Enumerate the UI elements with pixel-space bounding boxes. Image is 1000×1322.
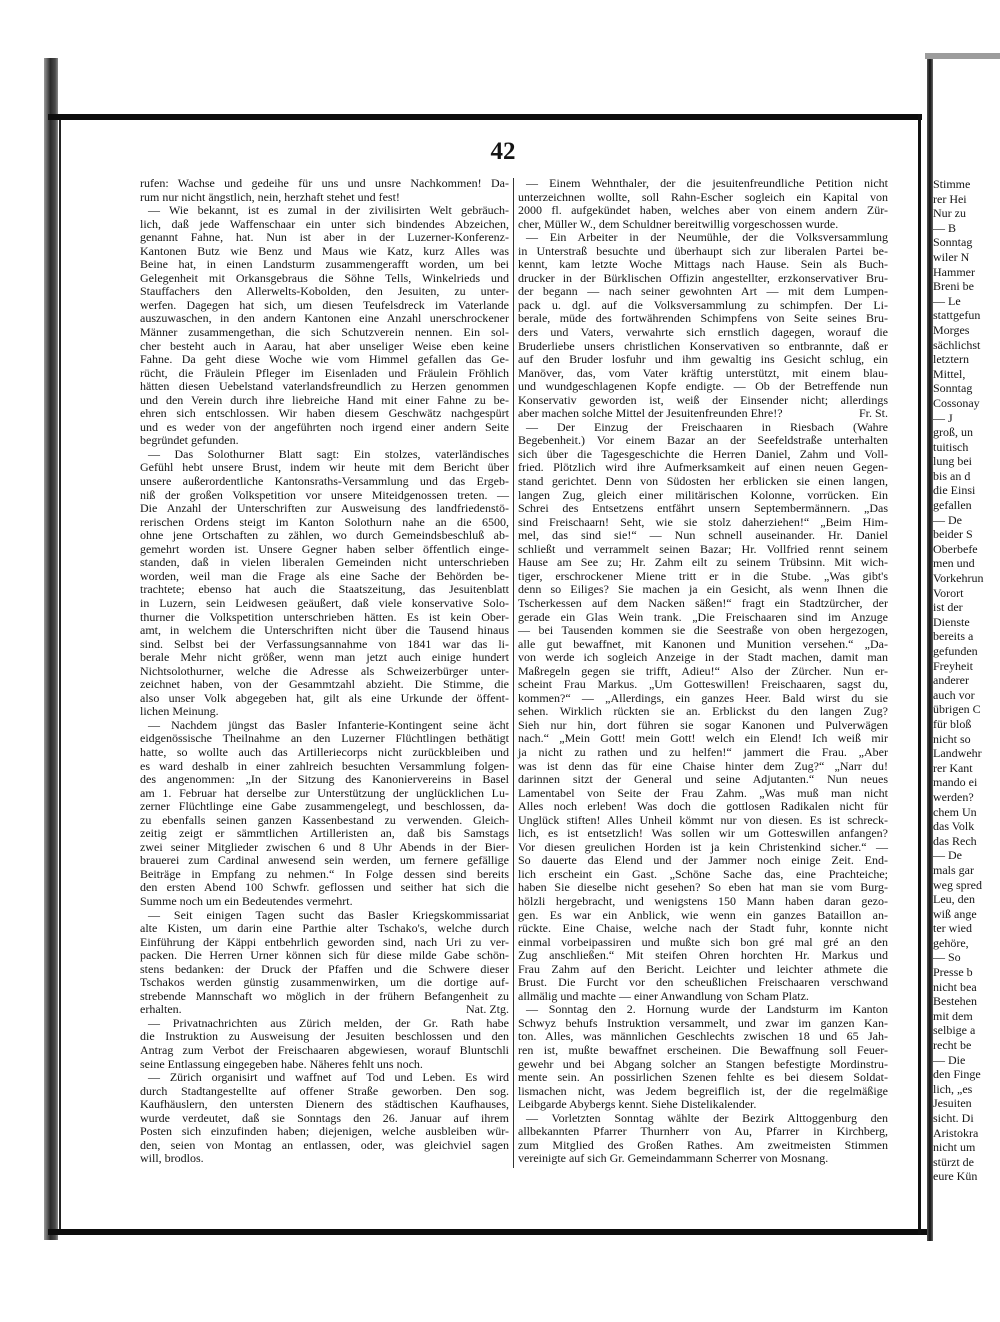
text-line: von werde ich sogleich Anzeige in der Stadt machen, damit man [518,650,888,665]
text-line: Stauffachers den Allerwelts-Kobolden, den Jesuiten, zu unter- [140,284,509,299]
text-line-content: erhalten. [140,1002,182,1017]
adjacent-page-line: weg spred [933,877,982,892]
adjacent-page-line: — B [933,220,957,235]
text-line: ja nicht zu rathen und zu helfen!“ jammert die Frau. „Aber [518,744,888,759]
text-line: rerischen Ordens steigt im Kanton Solothurn nahe an die 6500, [140,514,509,529]
adjacent-page-line: Aristokra [933,1125,979,1140]
text-line: zeitig zeigt er sämmtlichen Artilleristen an, daß bis Samstags [140,826,509,841]
text-line: zerner Flüchtlinge eine Gabe zusammengelegt, und beschlossen, da- [140,799,509,814]
adjacent-page-line: bereits a [933,629,974,644]
adjacent-page-line: tuitisch [933,439,969,454]
adjacent-page-line: Dienste [933,614,970,629]
scan-border-top [48,114,922,120]
text-line: werfen. Dagegen hat sich, um diesen Teufelsdreck im Vaterlande [140,297,509,312]
adjacent-page-line: Bestehen [933,994,977,1009]
source-signature: Fr. St. [858,406,888,421]
adjacent-page-line: — So [933,950,961,965]
text-line: — Sonntag den 2. Hornung wurde der Landsturm im Kanton [526,1002,888,1017]
text-line: sich über die Tagesgeschichte die Herren Daniel, Zahm und Voll- [518,446,888,461]
text-line: und den Verein durch ihre liebreiche Hand mit einer Fahne zu be- [140,392,509,407]
adjacent-page-line: gehöre, [933,935,969,950]
text-line: am 1. Februar hat derselbe zur Unterstützung der unglücklichen Lu- [140,785,509,800]
text-line: in Unterstraß besuchte und überhaupt sich zur liberalen Partei be- [518,243,888,258]
scan-border-right [918,114,921,1234]
article-paragraph [518,1112,888,1166]
text-line: gemehrt worden ist. Unsere Gegner haben selber öffentlich einge- [140,541,509,556]
adjacent-page-line: Sonntag [933,381,973,396]
adjacent-page-line: übrigen C [933,702,981,717]
text-line: hatte, so wollte auch das Artilleriecorps nicht zurückbleiben und [140,744,509,759]
text-line: So dauerte das Elend und der Jammer noch einige Zeit. End- [518,853,888,868]
text-line: also unser Volk abgegeben hat, gilt als eine Urkunde der öffent- [140,690,509,705]
text-line: auf den Bruder losfuhr und ihm gewaltig ins Gesicht schlug, ein [518,352,888,367]
text-line: zwei seiner Mitglieder zwischen 6 und 8 Uhr Abends in der Bier- [140,839,509,854]
article-paragraph [140,909,509,1017]
adjacent-page-top-edge [925,53,1000,59]
adjacent-page-line: — De [933,512,962,527]
text-line: langen Zug, gleich einer militärischen Kolonne, vorrücken. Ein [518,487,888,502]
text-line: packen. Die Herren Urner können sich für diese milde Gabe schön- [140,948,509,963]
adjacent-page-line: ist der [933,600,963,615]
text-line: drucker in der Bürklischen Offizin angestellter, erzkonservativer Bru- [518,270,888,285]
adjacent-page-line: Cossonay [933,395,980,410]
adjacent-page-line: bis an d [933,468,971,483]
text-line: berale, müde des fortwährenden Schimpfens von Seite seines Bru- [518,311,888,326]
text-line: rum nur nicht ängstlich, nein, herzhaft stehet und fest! [140,189,400,204]
adjacent-page-line: — J [933,410,953,425]
text-line: ohne jene Ortschaften zu zählen, wo durch Gemeindsbeschluß ab- [140,528,509,543]
text-line: strebende Mannschaft wo möglich in der frühern Befangenheit zu [140,988,509,1003]
text-line: sehen. Wirklich rückten sie an. Erblickst du den langen Zug? [518,704,888,719]
adjacent-page-line: gefallen [933,498,972,513]
adjacent-page-line: stattgefun [933,308,981,323]
text-line: Nichtsolothurner, welche die Adresse als Schweizerbürger unter- [140,663,509,678]
text-line: Brust. Die Furcht vor den scheußlichen Freischaaren verschwand [518,975,888,990]
adjacent-page-line: men und [933,556,975,571]
adjacent-page-line: Mittel, [933,366,966,381]
article-paragraph [140,448,509,719]
text-line: will, brodlos. [140,1151,204,1166]
adjacent-page-line: mals gar [933,862,974,877]
text-line: schließt und verrammelt seinen Bazar; Hr. Vollfried rennt seinem [518,541,888,556]
text-line: tiger, erschrockener Miene tritt er in die Stube. „Was gibt's [518,568,888,583]
adjacent-page-line: Hammer [933,264,975,279]
text-line: einmal vorbeipassiren und mußte sich bon gré mal gré an den [518,934,888,949]
article-paragraph [518,421,888,1004]
adjacent-page-line: Leu, den [933,892,975,907]
text-line: trachtete; ebenso hat auch die Staatszeitung, das Jesuitenblatt [140,582,509,597]
text-line: zeichnet haben, von der Gesammtzahl abzieht. Die Stimme, die [140,677,509,692]
text-line: lich, es ist entsetzlich! Was sollen wir um Gotteswillen anfangen? [518,826,888,841]
text-line: Kaufhäuslern, den untersten Dienern des städtischen Kaufhauses, [140,1097,509,1112]
text-line: Hause am See zu; Hr. Zahm eilt zu seinem Trübsinn. Mit wich- [518,555,888,570]
adjacent-page-line: beider S [933,527,973,542]
adjacent-page-line: Vorkehrun [933,571,984,586]
text-line: Schrei des Entsetzens entfährt unsern Septembermännern. „Das [518,501,888,516]
text-line: kennt, kam letzte Woche Mittags nach Hause. Sein als Buch- [518,257,888,272]
adjacent-page-line: rer Hei [933,191,967,206]
text-line-content: aber machen solche Mittel der Jesuitenfreunden Ehre!? [518,406,783,421]
text-line: Antrag zum Verbot der Freischaaren abgewiesen, worauf Bluntschli [140,1043,509,1057]
text-line: Tscherkessen auf dem Nacken säßen!“ fragt ein Stadtzürcher, der [518,595,888,610]
adjacent-page-line: stürzt de [933,1154,974,1169]
adjacent-page-line: selbige a [933,1023,976,1038]
text-line: nach.“ „Mein Gott! mein Gott! welch ein Elend! Ich weiß mir [518,731,888,746]
text-line: begründet gefunden. [140,433,239,448]
adjacent-page-line: das Rech [933,833,977,848]
text-line: Unglück stiften! Alles Unheil kömmt nur von diesen. Es ist schreck- [518,812,888,827]
text-line: brauerei zum Cardinal anwesend sein werden, um fernere gefällige [140,853,509,868]
text-line: ehren sich entschlossen. Wir haben diesem Geschwätz nachgespürt [140,406,509,421]
text-line: berale Mehr nicht größer, wenn man jetzt auch einige hundert [140,650,509,665]
text-line: darinnen sitzt der General und seine Adjutanten.“ Nun neues [518,772,888,787]
article-paragraph [518,1003,888,1111]
text-line: zu ebenfalls seinen ganzen Kassenbestand zu verwenden. Gleich- [140,812,509,827]
adjacent-page-line: werden? [933,789,974,804]
text-line: Beiträge in Empfang zu nehmen.“ In Folge dessen sind bereits [140,866,509,881]
text-line: gewehr und bei Abgang solcher an Stangen befestigte Mordinstru- [518,1056,888,1071]
adjacent-page-line: Vorort [933,585,964,600]
adjacent-page-line: Oberbefe [933,541,978,556]
text-line: gerade ein Glas Wein trank. „Die Freischaaren sind im Anzuge [518,609,888,624]
text-line: Gelegenheit mit Orkansgebraus die Söhne Tells, Winkelrieds und [140,270,509,285]
text-line: lich, daß jede Waffenschaar ein unter sich bindendes Abzeichen, [140,216,509,231]
adjacent-page-line: Breni be [933,279,974,294]
text-line: zum Mitglied des Großen Rathes. Am zweitmeisten Stimmen [518,1137,888,1152]
text-line: — Ein Arbeiter in der Neumühle, der die Volksversammlung [526,230,888,245]
text-line: gen. Es war ein Anblick, wie wenn ein ganzes Bataillon an- [518,907,888,922]
text-line: ren ist, mußte bewaffnet erscheinen. Die Bewaffnung soll Feuer- [518,1043,888,1057]
text-line: die Instruktion zu Ausweisung der Jesuiten beschlossen und den [140,1029,509,1044]
text-line: pack u. dgl. auf die Volksversammlung zu schimpfen. Der Li- [518,297,888,312]
source-signature: Nat. Ztg. [466,1002,509,1017]
text-line: — Privatnachrichten aus Zürich melden, der Gr. Rath habe [148,1015,509,1030]
text-line: Frau Zahm auf den Bericht. Leichter und leichter athmete die [518,961,888,976]
text-line: Einführung der Käppi entbehrlich geworden sind, nach Uri zu ver- [140,934,509,949]
text-line: Bruderliebe unsers christlichen Konservativen so entbrannte, daß er [518,338,888,353]
adjacent-page-line: chem Un [933,804,977,819]
text-line: unsere außerordentliche Kantonsraths-Versammlung und das Ergeb- [140,474,509,489]
text-line [140,1003,509,1017]
text-line: den, seien von Montag an entlassen, oder, was gleichviel sagen [140,1137,509,1152]
text-line: lismachen nicht, was Jedem begreiflich ist, der die regelmäßige [518,1083,888,1098]
text-line: Männer zusammengethan, die sich Schutzverein nennen. Ein sol- [140,325,509,340]
text-line: lich erscheint ein Gast. „Schöne Sache das, eine Prachteiche; [518,866,888,881]
text-line: Sieh nur hin, dort führen sie sogar Kanonen und Pulverwägen [518,717,888,732]
text-line: — Wie bekannt, ist es zumal in der zivilisirten Welt gebräuch- [148,203,509,218]
text-line: haben Sie dieselbe nicht gesehen? So eben hat man sie vom Burg- [518,880,888,895]
text-line: — Seit einigen Tagen sucht das Basler Kriegskommissariat [148,907,509,922]
text-line: auszuwaschen, in den andern Kantonen eine Anzahl unerschrockener [140,311,509,326]
text-line: Maßregeln gegen sie trifft, Adieu!“ Also der Zürcher. Nun er- [518,663,888,678]
text-line: wurde verdeutet, daß sie Sonntags den 26. Januar auf ihrem [140,1110,509,1125]
text-line: — Nachdem jüngst das Basler Infanterie-Kontingent seine ächt [148,717,509,732]
text-line: — Zürich organisirt und waffnet auf Tod und Leben. Es wird [148,1070,509,1085]
text-line: genannt Fahne, hat. Nun ist aber in der Luzerner-Konferenz- [140,230,509,245]
adjacent-page-line: groß, un [933,425,973,440]
text-line: ders und Vaters, verwahrte sich ernstlich dagegen, worauf die [518,325,888,340]
text-line: Die Anzahl der Unterschriften zur Ausweisung des landfriedenstö- [140,501,509,516]
text-line: Alles noch erleben! Was doch die gottlosen Radikalen nicht für [518,799,888,814]
adjacent-page-line: Jesuiten [933,1096,972,1111]
text-line: rufen: Wachse und gedeihe für uns und unsre Nachkommen! Da- [140,176,509,190]
text-line: — Der Einzug der Freischaaren in Riesbach (Wahre [526,419,888,434]
text-line: Beine hat, in einen Landsturm zusammengerafft worden, um bei [140,257,509,272]
adjacent-page-line: Presse b [933,965,973,980]
adjacent-page-line: auch vor [933,687,975,702]
text-line: cher, Müller W., dem Schuldner bereitwillig vorgeschossen wurde. [518,216,839,231]
article-paragraph [140,177,509,204]
text-line: ton. Alles, was männlichen Geschlechts zwischen 18 und 65 Jah- [518,1029,888,1044]
adjacent-page-line: Sonntag [933,235,973,250]
text-line: — Vorletzten Sonntag wählte der Bezirk Alttoggenburg den [526,1110,888,1125]
adjacent-page-line: sächlichst [933,337,981,352]
adjacent-page-fragment [933,177,1000,1187]
text-line: mel, das sind sie!“ — Nun schnell auseinander. Hr. Daniel [518,528,888,543]
adjacent-page-line: rer Kant [933,760,973,775]
text-line: cher besteht auch in Aarau, hat aber unseliger Weise eben keine [140,338,509,353]
adjacent-page-line: Nur zu [933,206,966,221]
article-paragraph [518,231,888,421]
text-line: fried. Plötzlich wird ihre Aufmerksamkeit auf einen neuen Gegen- [518,460,888,475]
article-paragraph [140,1017,509,1071]
text-line: Lamentabel von Seite der Frau Zahm. „Was muß man nicht [518,785,888,800]
page-number: 42 [490,138,516,165]
text-line: scheint Frau Markus. „Um Gotteswillen! Freischaaren, sagst du, [518,677,888,692]
adjacent-page-line: Landwehr [933,746,982,761]
text-line: sind Freischaarn! Seht, wie sie stolz daherziehen!“ „Beim Him- [518,514,888,529]
text-line: amt, in welchem die Unterschriften nicht über die Tausend hinaus [140,623,509,638]
text-line: seine Entlassung eingegeben habe. Näheres fehlt uns noch. [140,1056,423,1071]
text-line: den ersten Abend 100 Schwfr. geflossen und seither hat sich die [140,880,509,895]
adjacent-page-line: — De [933,848,962,863]
adjacent-page-line: die Einsi [933,483,976,498]
text-line: in Luzern, sein Leidwesen geäußert, daß viele konservative Solo- [140,595,509,610]
text-line: unterzeichnen wollte, soll Rahn-Escher sogleich ein Kapital von [518,189,888,204]
text-line: alle gut bewaffnet, mit Kanonen und Munition versehen.“ „Da- [518,636,888,651]
article-paragraph [140,719,509,909]
text-line: sind. Selbst bei der Verfassungsannahme von 1841 war das li- [140,636,509,651]
text-line: kommen?“ — „Allerdings, ein ganzes Heer. Bald wirst du sie [518,690,888,705]
adjacent-page-line: das Volk [933,819,975,834]
adjacent-page-line: gefunden [933,644,978,658]
adjacent-page-line: — Die [933,1052,966,1067]
page-edge-line [59,118,61,1232]
text-line: Gefühl hebt unsere Brust, indem wir heute mit dem Bericht über [140,460,509,475]
adjacent-page-line: lich, „es [933,1081,973,1096]
text-line: vereinigte auf sich Gr. Gemeindammann Scherrer von Mosnang. [518,1151,829,1166]
article-paragraph [518,177,888,231]
text-line: eidgenössische Theilnahme an den Luzerner Flüchtlingen bethätigt [140,731,509,746]
adjacent-page-line: nicht so [933,731,971,746]
text-line: rücht, die Fräulein Pfleger im Eisenladen und Fräulein Fröhlich [140,365,509,380]
adjacent-page-line: für bloß [933,716,972,731]
text-line: stens bedanken: der Druck der Pfaffen und die Schwere dieser [140,961,509,976]
text-line: standen, daß in vielen liberalen Gemeinden nicht unterschrieben [140,555,509,570]
text-line: allbekannten Pfarrer Thurnherr von Au, Pfarrer in Kirchberg, [518,1124,888,1139]
scan-binding-shadow [44,58,58,1240]
text-line: 2000 fl. aufgekündet haben, welches aber von einem andern Zür- [518,203,888,218]
adjacent-page-line: Freyheit [933,658,973,673]
text-line: was ist denn das für eine Chaise hinter dem Zug?“ „Narr du! [518,758,888,773]
text-line: Posten sich einzufinden haben; diejenigen, welche ausbleiben wür- [140,1124,509,1139]
text-line: Schwyz behufs Instruktion versammelt, und zwar im ganzen Kan- [518,1015,888,1030]
text-line: Fahne. Da geht diese Woche wie vom Himmel gefallen das Ge- [140,352,509,367]
adjacent-page-line: letztern [933,352,969,367]
text-line: Zug anschließen.“ Mit steifen Ohren horchten Hr. Markus und [518,948,888,963]
text-line: Kantonen Butz wie Benz und Maus wie Katz, kurz Alles was [140,243,509,258]
adjacent-page-line: nicht bea [933,979,977,994]
text-line: Konservativ geworden ist, weiß der Einsender nicht; allerdings [518,392,888,407]
right-text-column [518,177,888,1166]
text-line: rückte. Eine Chaise, welche nach der Stadt fuhr, konnte nicht [518,921,888,936]
text-line: alte Kisten, um darin eine Parthie alter Tschako's, welche durch [140,921,509,936]
text-line: — Das Solothurner Blatt sagt: Ein stolzes, vaterländisches [148,446,509,461]
article-paragraph [140,1071,509,1166]
text-line: Leibgarde Abybergs kennt. Siehe Distelikalender. [518,1097,757,1112]
text-line: hölzli hergebracht, und wenigstens 150 Mann haben daran gezo- [518,893,888,908]
adjacent-page-line: Stimme [933,177,971,191]
adjacent-page-line: wiler N [933,249,970,264]
adjacent-page-line: lung bei [933,454,972,469]
adjacent-page-line: — Le [933,293,961,308]
text-line: Manöver, das, vom Vater kräftig unterstützt, mit einem blau- [518,365,888,380]
text-line: mente sein. An possirlichen Szenen fehlte es bei diesem Soldat- [518,1070,888,1085]
text-line: der begann — nach seiner gewohnten Art — mit dem Lumpen- [518,284,888,299]
text-line: denn so Eiliges? Sie machen ja ein Gesicht, als wenn Ihnen die [518,582,888,597]
left-text-column [140,177,509,1166]
text-line: Tschakos werden günstig zusammenwirken, um die dortige auf- [140,975,509,990]
text-line: Summe noch um ein Bedeutendes vermehrt. [140,893,353,908]
adjacent-page-line: eure Kün [933,1169,978,1184]
text-line: hätten diesen Uebelstand vaterlandsfreundlich zu Herzen genommen [140,379,509,394]
text-line: Begebenheit.) Vor einem Bazar an der Seefeldstraße unterhalten [518,433,888,448]
adjacent-page-line: recht be [933,1038,972,1053]
article-paragraph [140,204,509,448]
column-divider [513,178,514,1168]
text-line: stand gerichtet. Denn von Südosten her erblicken sie einen langen, [518,474,888,489]
adjacent-page-line: den Finge [933,1067,981,1082]
adjacent-page-line: anderer [933,673,969,688]
text-line: es ward deshalb in einer zahlreich besuchten Versammlung folgen- [140,758,509,773]
adjacent-page-line: nicht um [933,1140,976,1155]
adjacent-page-line: mando ei [933,775,978,790]
adjacent-page-line: mit dem [933,1008,973,1023]
text-line: des angenommen: „In der Sitzung des Kanoniervereins in Basel [140,772,509,787]
text-line: und es weder von der angeführten noch irgend einer andern Seite [140,419,509,434]
adjacent-page-line: Morges [933,322,970,337]
text-line: worden, weil man die Frage als eine Sache der Behörden be- [140,568,509,583]
adjacent-page-line: ter wied [933,921,972,936]
scan-border-bottom [48,1229,932,1235]
text-line: thurner die Volkspetition unterschrieben hätten. Es ist kein Ober- [140,609,509,624]
text-line: niß der großen Volkspetition vor unsere Miteidgenossen treten. — [140,487,509,502]
text-line: lichen Meinung. [140,704,219,719]
text-line: und wundgeschlagenen Kopfe endigte. — Ob der Betreffende nun [518,379,888,394]
text-line: — Einem Wehnthaler, der die jesuitenfreundliche Petition nicht [526,176,888,190]
adjacent-page-line: sicht. Di [933,1111,974,1125]
text-line: allmälig und machte — einer Anwandlung von Scham Platz. [518,988,809,1003]
text-line: durch Stadtangestellte auf offener Straße geworben. Den sog. [140,1083,509,1098]
text-line [518,407,888,421]
text-line: — bei Tausenden kommen sie die Seestraße von oben hergezogen, [518,623,888,638]
adjacent-page-line: wiß ange [933,906,977,921]
text-line: Vor diesen greulichen Horden ist ja kein Christenkind sicher.“ — [518,839,888,854]
